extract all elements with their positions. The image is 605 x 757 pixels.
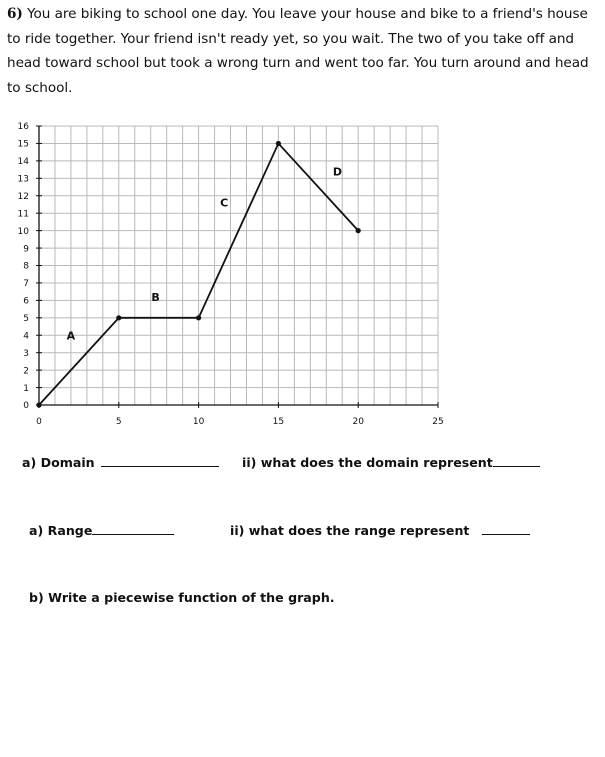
data-point [36, 402, 41, 407]
chart-axes [36, 126, 438, 408]
y-tick-label: 9 [23, 244, 29, 255]
data-point [196, 315, 201, 320]
range-question [29, 523, 174, 538]
segment-label: C [220, 196, 229, 210]
y-tick-label: 15 [17, 139, 29, 150]
distance-time-graph [0, 115, 605, 435]
y-tick-label: 11 [17, 209, 29, 220]
data-point [116, 315, 121, 320]
x-tick-label: 25 [432, 417, 444, 427]
x-tick-label: 5 [115, 417, 122, 427]
problem-number: 6) [7, 6, 23, 22]
piecewise-label: b) Write a piecewise function of the graph. [29, 590, 335, 605]
range-meaning-question [230, 523, 530, 538]
chart-grid [39, 126, 438, 405]
domain-meaning-answer-blank[interactable] [493, 465, 540, 467]
y-tick-label: 13 [17, 174, 29, 185]
range-meaning-answer-blank[interactable] [482, 533, 530, 535]
x-tick-label: 10 [192, 417, 205, 427]
segment-label: B [151, 290, 160, 304]
y-tick-label: 8 [23, 261, 29, 272]
domain-label: a) Domain [22, 455, 95, 470]
y-tick-label: 16 [17, 122, 29, 133]
domain-meaning-label: ii) what does the domain represent [242, 455, 493, 470]
y-tick-label: 1 [23, 383, 29, 394]
y-tick-label: 0 [23, 401, 29, 412]
problem-text: You are biking to school one day. You leave your house and bike to a friend's house to ride together. Your friend isn't ready yet, so you wait. The two of you take off and head toward school but took a wrong turn and went too far. You turn around and head to school. [7, 6, 589, 96]
piecewise-question [29, 590, 335, 605]
y-tick-label: 2 [23, 366, 29, 377]
y-tick-label: 10 [17, 226, 29, 237]
y-tick-label: 5 [23, 314, 29, 325]
domain-meaning-question [242, 455, 540, 470]
y-tick-label: 3 [23, 348, 29, 359]
y-tick-label: 7 [23, 279, 29, 290]
domain-question [22, 455, 219, 470]
range-label: a) Range [29, 523, 93, 538]
x-tick-label: 15 [272, 417, 285, 427]
y-tick-label: 4 [23, 331, 29, 342]
range-answer-blank[interactable] [92, 533, 174, 535]
x-tick-label: 0 [36, 417, 42, 427]
data-point [276, 141, 281, 146]
y-tick-label: 12 [17, 191, 29, 202]
x-tick-label: 20 [352, 417, 364, 427]
y-tick-label: 14 [17, 157, 29, 168]
chart-segment-labels [67, 165, 342, 342]
data-point [356, 228, 361, 233]
segment-label: A [66, 329, 76, 343]
problem-statement [7, 2, 599, 100]
y-tick-label: 6 [23, 296, 29, 307]
segment-label: D [332, 165, 343, 179]
range-meaning-label: ii) what does the range represent [230, 523, 470, 538]
domain-answer-blank[interactable] [101, 465, 219, 467]
